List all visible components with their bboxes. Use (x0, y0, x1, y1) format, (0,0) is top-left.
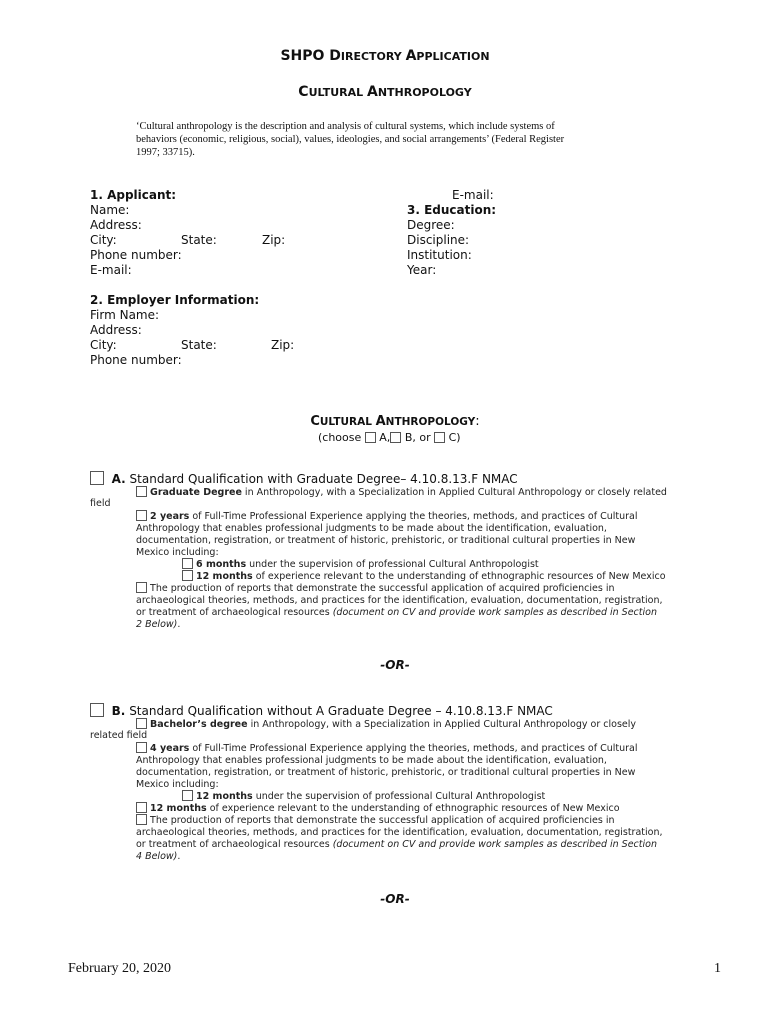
employer-heading: 2. Employer Information: (90, 293, 260, 307)
applicant-section (90, 188, 286, 278)
employer-section (90, 293, 295, 368)
or-divider-2: -OR- (380, 892, 410, 906)
employer-address-field[interactable]: Address: (90, 323, 142, 337)
education-institution-field[interactable]: Institution: (407, 248, 472, 262)
applicant-city-field[interactable]: City: (90, 233, 117, 247)
option-a-6-months-checkbox[interactable] (182, 558, 193, 569)
education-section (407, 203, 496, 278)
education-heading: 3. Education: (407, 203, 497, 217)
education-year-field[interactable]: Year: (407, 263, 437, 277)
employer-zip-field[interactable]: Zip: (271, 338, 295, 352)
option-b-item-bachelors-degree: Bachelor’s degree in Anthropology, with a Specialization in Applied Cultural Anthropology or closely (136, 718, 636, 731)
choose-a-checkbox[interactable] (365, 432, 376, 443)
option-a-item-2-years: 2 years of Full-Time Professional Experience applying the theories, methods, and practices of Cultural Anthropology that enables professional judgments to be made about the identification, evaluation, documentation, registration, or treatment of historic, prehistoric, or traditional cultural properties in New Mexico including: (136, 511, 638, 558)
footer-date: February 20, 2020 (68, 961, 172, 976)
applicant-phone-field[interactable]: Phone number: (90, 248, 182, 262)
option-b-item1-continuation: related field (90, 730, 148, 741)
option-b-item-reports: The production of reports that demonstrate the successful application of acquired proficiencies in archaeological theories, methods, and practices for the identification, evaluation, documentation, registration, or treatment of archaeological resources (document on CV and provide work samples as described in Section 4 Below). (136, 815, 663, 862)
option-b-12-months-supervision-checkbox[interactable] (182, 790, 193, 801)
document-title: SHPO DIRECTORY APPLICATION (280, 48, 490, 64)
option-b-checkbox[interactable] (90, 703, 104, 717)
option-a-item1-continuation: field (90, 498, 111, 509)
option-a-checkbox[interactable] (90, 471, 104, 485)
option-b-12-months-experience-checkbox[interactable] (136, 802, 147, 813)
applicant-email-field[interactable]: E-mail: (90, 263, 132, 277)
employer-phone-field[interactable]: Phone number: (90, 353, 182, 367)
option-b-item-12-months: 12 months of experience relevant to the understanding of ethnographic resources of New Mexico (136, 802, 620, 815)
applicant-state-field[interactable]: State: (181, 233, 217, 247)
definition-quote: ‘Cultural anthropology is the description and analysis of cultural systems, which include systems of behaviors (economic, religious, social), values, ideologies, and social arrangements’ (Federal Register 1997; 33715). (136, 121, 565, 158)
option-b-sub-12-months: 12 months under the supervision of professional Cultural Anthropologist (182, 790, 545, 803)
option-b-4-years-checkbox[interactable] (136, 742, 147, 753)
education-degree-field[interactable]: Degree: (407, 218, 455, 232)
option-a-title: A. Standard Qualification with Graduate Degree– 4.10.8.13.F NMAC (90, 471, 518, 486)
education-discipline-field[interactable]: Discipline: (407, 233, 470, 247)
applicant-zip-field[interactable]: Zip: (262, 233, 286, 247)
employer-state-field[interactable]: State: (181, 338, 217, 352)
applicant-heading: 1. Applicant: (90, 188, 177, 202)
option-a-2-years-checkbox[interactable] (136, 510, 147, 521)
option-a-graduate-degree-checkbox[interactable] (136, 486, 147, 497)
employer-city-field[interactable]: City: (90, 338, 117, 352)
or-divider-1: -OR- (380, 658, 410, 672)
option-b-title: B. Standard Qualification without A Graduate Degree – 4.10.8.13.F NMAC (90, 703, 553, 718)
option-a-12-months-checkbox[interactable] (182, 570, 193, 581)
education-email-field[interactable]: E-mail: (452, 188, 494, 202)
choose-c-checkbox[interactable] (434, 432, 445, 443)
option-a-reports-checkbox[interactable] (136, 582, 147, 593)
option-b-reports-checkbox[interactable] (136, 814, 147, 825)
document-subtitle: CULTURAL ANTHROPOLOGY (298, 84, 472, 100)
option-a-sub-6-months: 6 months under the supervision of professional Cultural Anthropologist (182, 558, 539, 571)
page-number: 1 (714, 961, 721, 976)
applicant-name-field[interactable]: Name: (90, 203, 130, 217)
choose-option-line: (choose A, B, or C) (318, 431, 461, 444)
option-b-item-4-years: 4 years of Full-Time Professional Experience applying the theories, methods, and practices of Cultural Anthropology that enables professional judgments to be made about the identification, evaluation, documentation, registration, or treatment of historic, prehistoric, or traditional cultural properties in New Mexico including: (136, 743, 638, 790)
employer-firm-field[interactable]: Firm Name: (90, 308, 160, 322)
cultural-anthropology-heading: CULTURAL ANTHROPOLOGY: (310, 414, 480, 429)
option-a-sub-12-months: 12 months of experience relevant to the understanding of ethnographic resources of New Mexico (182, 570, 666, 583)
option-b-bachelors-checkbox[interactable] (136, 718, 147, 729)
applicant-address-field[interactable]: Address: (90, 218, 142, 232)
option-a-item-graduate-degree: Graduate Degree in Anthropology, with a Specialization in Applied Cultural Anthropology or closely related (136, 486, 667, 499)
option-a-item-reports: The production of reports that demonstrate the successful application of acquired proficiencies in archaeological theories, methods, and practices for the identification, evaluation, documentation, registration, or treatment of archaeological resources (document on CV and provide work samples as described in Section 2 Below). (136, 583, 663, 630)
choose-b-checkbox[interactable] (390, 432, 401, 443)
